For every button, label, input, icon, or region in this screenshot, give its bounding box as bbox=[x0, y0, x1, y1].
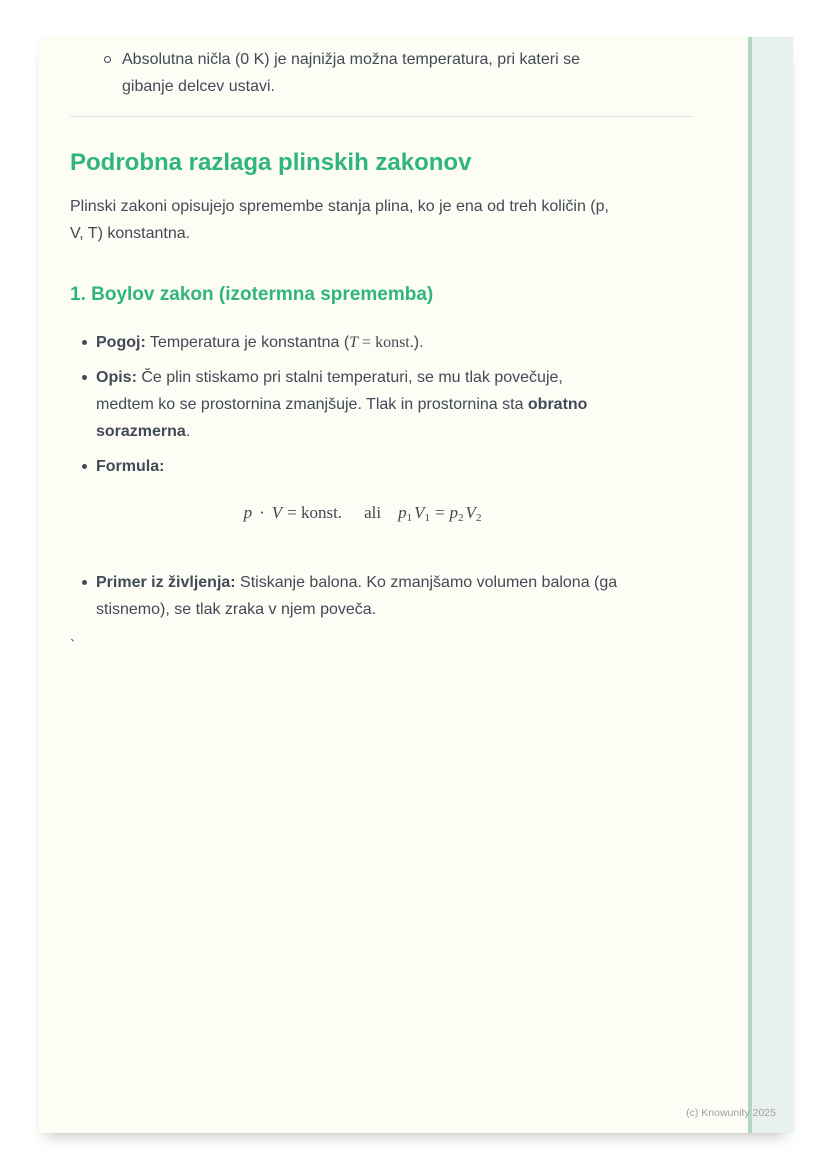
boyle-equation bbox=[96, 501, 693, 530]
math-dot-operator: · bbox=[259, 503, 265, 522]
math-sub-2: 2 bbox=[458, 512, 464, 524]
list-item-formula bbox=[70, 453, 693, 561]
list-item-text bbox=[96, 569, 693, 623]
intro-sub-list bbox=[70, 46, 693, 100]
intro-paragraph bbox=[70, 193, 693, 247]
text-run: Temperatura je konstantna ( bbox=[145, 334, 350, 351]
text-line: Absolutna ničla (0 K) je najnižja možna temperatura, pri kateri se bbox=[122, 51, 580, 68]
subsection-title: 1. Boylov zakon (izotermna sprememba) bbox=[70, 284, 434, 305]
list-item-text bbox=[96, 453, 693, 561]
bullet-list bbox=[70, 329, 693, 623]
list-item-text bbox=[122, 46, 693, 100]
emphasized-term: sorazmerna bbox=[96, 423, 186, 440]
math-sub-1: 1 bbox=[424, 512, 430, 524]
list-item-text bbox=[96, 329, 693, 356]
text-line bbox=[96, 391, 693, 418]
text-line: Plinski zakoni opisujejo spremembe stanja plina, ko je ena od treh količin (p, bbox=[70, 198, 609, 215]
text-line: gibanje delcev ustavi. bbox=[122, 78, 275, 95]
math-var-p2: p bbox=[449, 503, 459, 522]
math-var-V1: V bbox=[414, 503, 425, 522]
math-sub-1: 1 bbox=[406, 512, 413, 524]
text-run: Če plin stiskamo pri stalni temperaturi, se mu tlak povečuje, bbox=[136, 369, 563, 386]
text-line: V, T) konstantna. bbox=[70, 225, 191, 242]
section-title: Podrobna razlaga plinskih zakonov bbox=[70, 149, 472, 176]
bullet-marker bbox=[82, 464, 87, 469]
term-label: Opis: bbox=[96, 369, 137, 386]
emphasized-term: obratno bbox=[527, 396, 588, 413]
term-label: Formula: bbox=[96, 458, 165, 475]
term-label: Pogoj: bbox=[96, 334, 146, 351]
bullet-marker bbox=[82, 580, 87, 585]
math-word-ali: ali bbox=[364, 503, 382, 522]
math-var-p: p bbox=[243, 503, 253, 522]
math-var-V2: V bbox=[465, 503, 476, 522]
math-equals-konst: = konst. bbox=[287, 503, 343, 522]
term-label: Primer iz življenja: bbox=[96, 574, 236, 591]
math-var-V: V bbox=[271, 503, 283, 522]
text-run: Stiskanje balona. Ko zmanjšamo volumen balona (ga bbox=[235, 574, 618, 591]
math-equals: = bbox=[434, 503, 445, 522]
copyright-note: (c) Knowunity 2025 bbox=[686, 1107, 776, 1119]
text-line bbox=[96, 569, 693, 596]
math-var-p1: p bbox=[398, 503, 407, 522]
circle-bullet-marker bbox=[104, 56, 111, 63]
bullet-marker bbox=[82, 340, 87, 345]
list-item bbox=[70, 46, 693, 100]
text-run: ). bbox=[413, 334, 424, 351]
bullet-marker bbox=[82, 375, 87, 380]
text-line bbox=[96, 418, 693, 445]
math-text: = konst. bbox=[358, 334, 414, 351]
list-item-pogoj bbox=[70, 329, 693, 356]
note-content bbox=[38, 37, 793, 660]
text-run: medtem ko se prostornina zmanjšuje. Tlak in prostornina sta bbox=[96, 396, 528, 413]
math-var-T: T bbox=[349, 334, 359, 351]
math-sub-2: 2 bbox=[475, 512, 482, 524]
text-line bbox=[96, 364, 693, 391]
divider bbox=[70, 116, 693, 117]
stray-backtick: ` bbox=[70, 638, 76, 655]
text-line bbox=[96, 453, 693, 480]
text-run: . bbox=[185, 423, 191, 440]
text-line: stisnemo), se tlak zraka v njem poveča. bbox=[96, 601, 377, 618]
list-item-primer bbox=[70, 569, 693, 623]
list-item-text bbox=[96, 364, 693, 445]
note-card bbox=[38, 37, 793, 1133]
list-item-opis bbox=[70, 364, 693, 445]
text-line bbox=[96, 329, 693, 356]
